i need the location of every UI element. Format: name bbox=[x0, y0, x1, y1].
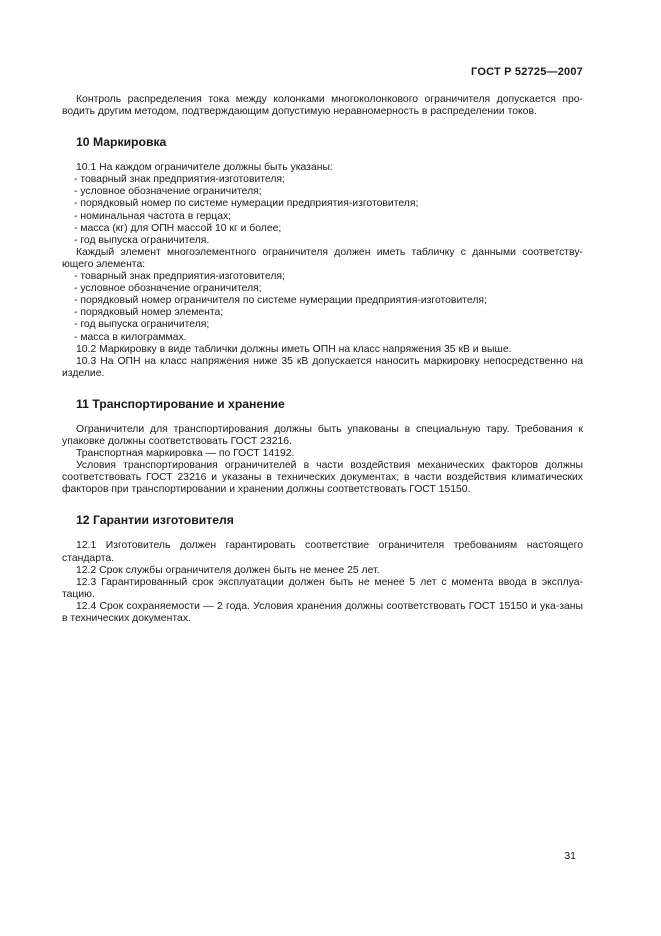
page-number: 31 bbox=[564, 850, 576, 862]
s10-para-2: Каждый элемент многоэлементного ограничителя должен иметь табличку с данными соответству-ющего элемента: bbox=[62, 246, 583, 270]
section-10-title: 10 Маркировка bbox=[76, 135, 167, 150]
list-item: - масса в килограммах. bbox=[74, 331, 187, 343]
list-item: - условное обозначение ограничителя; bbox=[74, 186, 262, 198]
s10-para-4: 10.3 На ОПН на класс напряжения ниже 35 кВ допускается наносить маркировку непосредственно на изделие. bbox=[62, 355, 583, 379]
document-code: ГОСТ Р 52725—2007 bbox=[471, 66, 583, 78]
s12-para-4: 12.4 Срок сохраняемости — 2 года. Условия хранения должны соответствовать ГОСТ 15150 и ука-заны в технических документах. bbox=[62, 600, 583, 624]
list-item: - масса (кг) для ОПН массой 10 кг и более; bbox=[74, 222, 282, 234]
s11-para-2: Транспортная маркировка — по ГОСТ 14192. bbox=[76, 448, 295, 460]
intro-paragraph: Контроль распределения тока между колонками многоколонкового ограничителя допускается про-водить другим методом, подтверждающим допустимую неравномерность в распределении токов. bbox=[62, 94, 583, 118]
section-11-title: 11 Транспортирование и хранение bbox=[76, 396, 285, 411]
list-item: - порядковый номер ограничителя по системе нумерации предприятия-изготовителя; bbox=[74, 295, 487, 307]
s12-para-3: 12.3 Гарантированный срок эксплуатации должен быть не менее 5 лет с момента ввода в эксплуа-тацию. bbox=[62, 576, 583, 600]
page-content bbox=[62, 94, 583, 625]
s10-para-1: 10.1 На каждом ограничителе должны быть указаны: bbox=[76, 162, 333, 174]
list-item: - условное обозначение ограничителя; bbox=[74, 283, 262, 295]
list-item: - номинальная частота в герцах; bbox=[74, 210, 232, 222]
list-item: - порядковый номер по системе нумерации предприятия-изготовителя; bbox=[74, 198, 419, 210]
s12-para-1: 12.1 Изготовитель должен гарантировать соответствие ограничителя требованиям настоящего стандарта. bbox=[62, 540, 583, 564]
list-item: - год выпуска ограничителя; bbox=[74, 319, 210, 331]
s10-para-3: 10.2 Маркировку в виде таблички должны иметь ОПН на класс напряжения 35 кВ и выше. bbox=[76, 343, 512, 355]
list-item: - товарный знак предприятия-изготовителя; bbox=[74, 174, 285, 186]
list-item: - год выпуска ограничителя. bbox=[74, 234, 210, 246]
section-12-title: 12 Гарантии изготовителя bbox=[76, 513, 234, 528]
s11-para-1: Ограничители для транспортирования должны быть упакованы в специальную тару. Требования к упаковке должны соответствовать ГОСТ 23216. bbox=[62, 423, 583, 447]
list-item: - порядковый номер элемента; bbox=[74, 307, 224, 319]
s11-para-3: Условия транспортирования ограничителей в части воздействия механических факторов должны соответствовать ГОСТ 23216 и указаны в технических документах; в части воздействия климатических факторов при транспортировании и хранении должны соответствовать ГОСТ 15150. bbox=[62, 460, 583, 496]
s12-para-2: 12.2 Срок службы ограничителя должен быть не менее 25 лет. bbox=[76, 564, 380, 576]
list-item: - товарный знак предприятия-изготовителя; bbox=[74, 271, 285, 283]
